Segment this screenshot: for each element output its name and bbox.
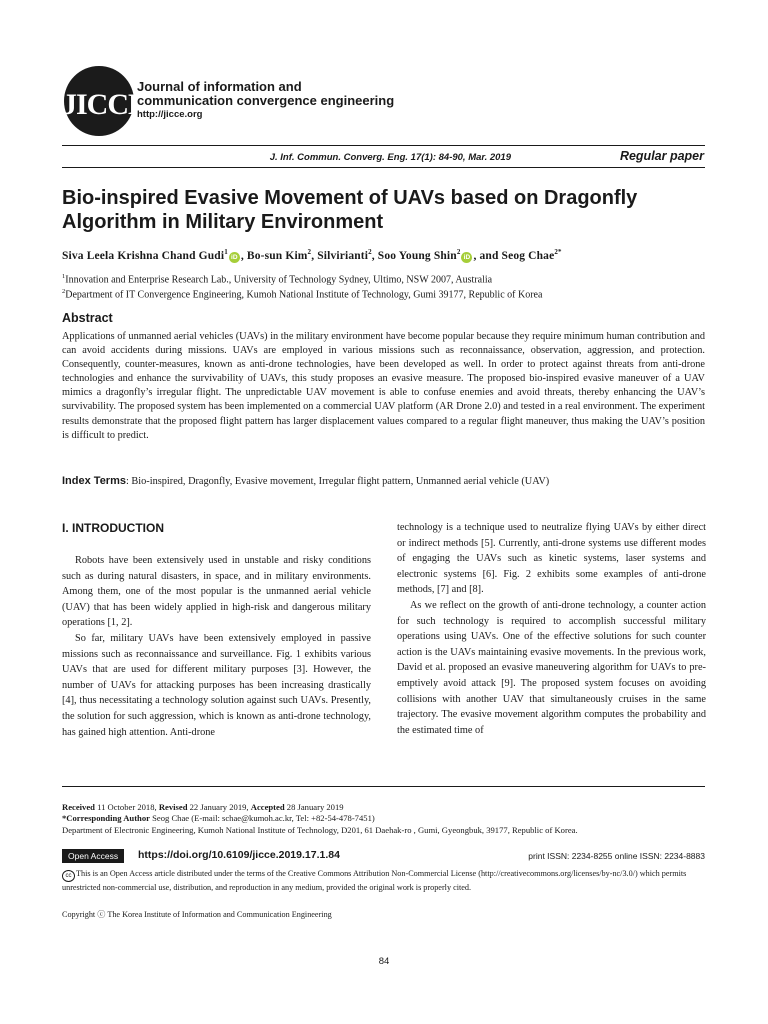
left-column (62, 553, 371, 740)
author-affil-sup: 2 (456, 248, 461, 256)
corresponding-label: *Corresponding Author (62, 813, 150, 823)
author-affil-sup: 2 (368, 248, 372, 256)
title-line2: Algorithm in Military Environment (62, 211, 384, 233)
accepted-date: 28 January 2019 (284, 802, 344, 812)
paragraph: As we reflect on the growth of anti-drone technology, a counter action for such technology is required to accomplish successful military operations using UAVs. One of the effective solutions for such counter action is the UAVs maintaining evasive movements. In the previous work, David et al. proposed an evasive maneuvering algorithm for UAVs to pre-emptively avoid attack [9]. The proposed system focuses on avoiding collisions with another UAV that simultaneously cruises in the same trajectory. The evasive movement algorithm computes the probability and the estimated time of (397, 599, 706, 736)
author-name: Siva Leela Krishna Chand Gudi (62, 249, 225, 262)
journal-name-line1: Journal of information and (137, 79, 302, 94)
abstract-body: Applications of unmanned aerial vehicles (UAVs) in the military environment have become popular because they require minimum human contribution and can avoid accidents during missions. UAVs are employed in various missions such as reconnaissance, observation, aggression, and protection. Consequently, counter-measures, known as anti-drone technologies, have been developed as well. In order to protect against threats from anti-drone technologies and enhance the survivability of UAVs, this study proposes an evasive measure. The proposed bio-inspired evasive maneuver of a UAV mimics a dragonfly’s irregular flight. The unpredictable UAV movement is able to confuse enemies and avoid threats, thereby enhancing the UAV’s survivability. The proposed system has been implemented on a commercial UAV platform (AR Drone 2.0) and tested in a real environment. The experiment results demonstrate that the proposed flight pattern has larger displacement values compared to a regular flight maneuver, thus making the UAV’s position is difficult to predict. (62, 331, 705, 441)
citation: J. Inf. Commun. Converg. Eng. 17(1): 84-90, Mar. 2019 (269, 152, 511, 163)
author-affil-sup: 2* (554, 248, 562, 256)
creative-commons-icon: cc (62, 870, 75, 882)
open-access-badge: Open Access (62, 849, 124, 863)
section-heading-introduction: I. INTRODUCTION (62, 521, 164, 535)
license-text (62, 868, 707, 894)
issn: print ISSN: 2234-8255 online ISSN: 2234-8883 (528, 851, 705, 861)
revised-date: 22 January 2019, (187, 802, 251, 812)
index-terms-label: Index Terms (62, 475, 126, 487)
author-department: Department of Electronic Engineering, Kumoh National Institute of Technology, D201, 61 Daehak-ro , Gumi, Gyeongbuk, 39177, Republic of Korea. (62, 825, 578, 835)
index-terms (62, 475, 712, 487)
author-name: , Soo Young Shin (371, 249, 457, 262)
author-name: , Silvirianti (311, 249, 369, 262)
revised-label: Revised (158, 802, 188, 812)
affiliation-2 (62, 286, 712, 301)
license-body: This is an Open Access article distributed under the terms of the Creative Commons Attribution Non-Commercial License (http://creativecommons.org/licenses/by-nc/3.0/) which permits unrestricted non-commercial use, distribution, and reproduction in any medium, provided the original work is properly cited. (62, 869, 687, 892)
corresponding-text: Seog Chae (E-mail: schae@kumoh.ac.kr, Tel: +82-54-478-7451) (149, 813, 375, 823)
journal-name (137, 80, 394, 108)
paragraph: So far, military UAVs have been extensively employed in passive missions such as reconnaissance and surveillance. Fig. 1 exhibits various UAVs that are used for different military purposes [3]. However, the number of UAVs for attacking purposes has been increasing drastically [4], thus necessitating a technology solution against such UAVs. Presently, the solution for such aggression, which is known as anti-drone technology, has gained high attention. Anti-drone (62, 632, 371, 738)
author-affil-sup: 1 (224, 248, 228, 256)
author-name: , Bo-sun Kim (240, 249, 308, 262)
affiliation-1 (62, 271, 712, 286)
affiliation-num: 2 (62, 288, 66, 295)
doi-link[interactable]: https://doi.org/10.6109/jicce.2019.17.1.84 (138, 849, 340, 861)
author-name: , and Seog Chae (473, 249, 555, 262)
header-rule (62, 145, 705, 146)
affiliation-text: Innovation and Enterprise Research Lab., University of Technology Sydney, Ultimo, NSW 2007, Australia (65, 274, 493, 286)
orcid-icon[interactable]: iD (229, 252, 240, 263)
author-list (62, 248, 712, 263)
orcid-icon[interactable]: iD (461, 252, 472, 263)
affiliation-num: 1 (62, 273, 66, 280)
corresponding-author (62, 813, 712, 825)
paper-title (62, 186, 712, 234)
paragraph: technology is a technique used to neutralize flying UAVs by either direct or indirect methods [5]. Currently, anti-drone systems use different modes of engaging the UAVs such as kinetic systems, laser systems and electronic systems [6]. Fig. 2 exhibits some examples of anti-drone methods, [7] and [8]. (397, 522, 706, 596)
copyright: Copyright ⓒ The Korea Institute of Information and Communication Engineering (62, 910, 332, 919)
right-column (397, 520, 706, 738)
journal-logo-text: JICCE (62, 88, 148, 121)
affiliation-text: Department of IT Convergence Engineering, Kumoh National Institute of Technology, Gumi 39177, Republic of Korea (65, 289, 543, 301)
author-affil-sup: 2 (307, 248, 312, 256)
title-line1: Bio-inspired Evasive Movement of UAVs based on Dragonfly (62, 187, 638, 209)
abstract-heading: Abstract (62, 311, 113, 325)
paragraph: Robots have been extensively used in unstable and risky conditions such as during natural disasters, in space, and in military environments. Among them, one of the most popular is the unmanned aerial vehicle (UAV) that has been widely applied in high-risk and dangerous military operations [1, 2]. (62, 555, 371, 629)
accepted-label: Accepted (250, 802, 285, 812)
page-number: 84 (378, 956, 390, 967)
dates-line (62, 802, 712, 814)
header-rule-bottom (62, 167, 705, 168)
footer-rule (62, 786, 705, 787)
index-terms-text: : Bio-inspired, Dragonfly, Evasive movement, Irregular flight pattern, Unmanned aerial vehicle (UAV) (126, 476, 550, 487)
received-label: Received (62, 802, 95, 812)
journal-name-line2: communication convergence engineering (137, 93, 395, 108)
received-date: 11 October 2018, (94, 802, 159, 812)
paper-type: Regular paper (619, 149, 704, 163)
journal-url[interactable]: http://jicce.org (137, 109, 203, 120)
